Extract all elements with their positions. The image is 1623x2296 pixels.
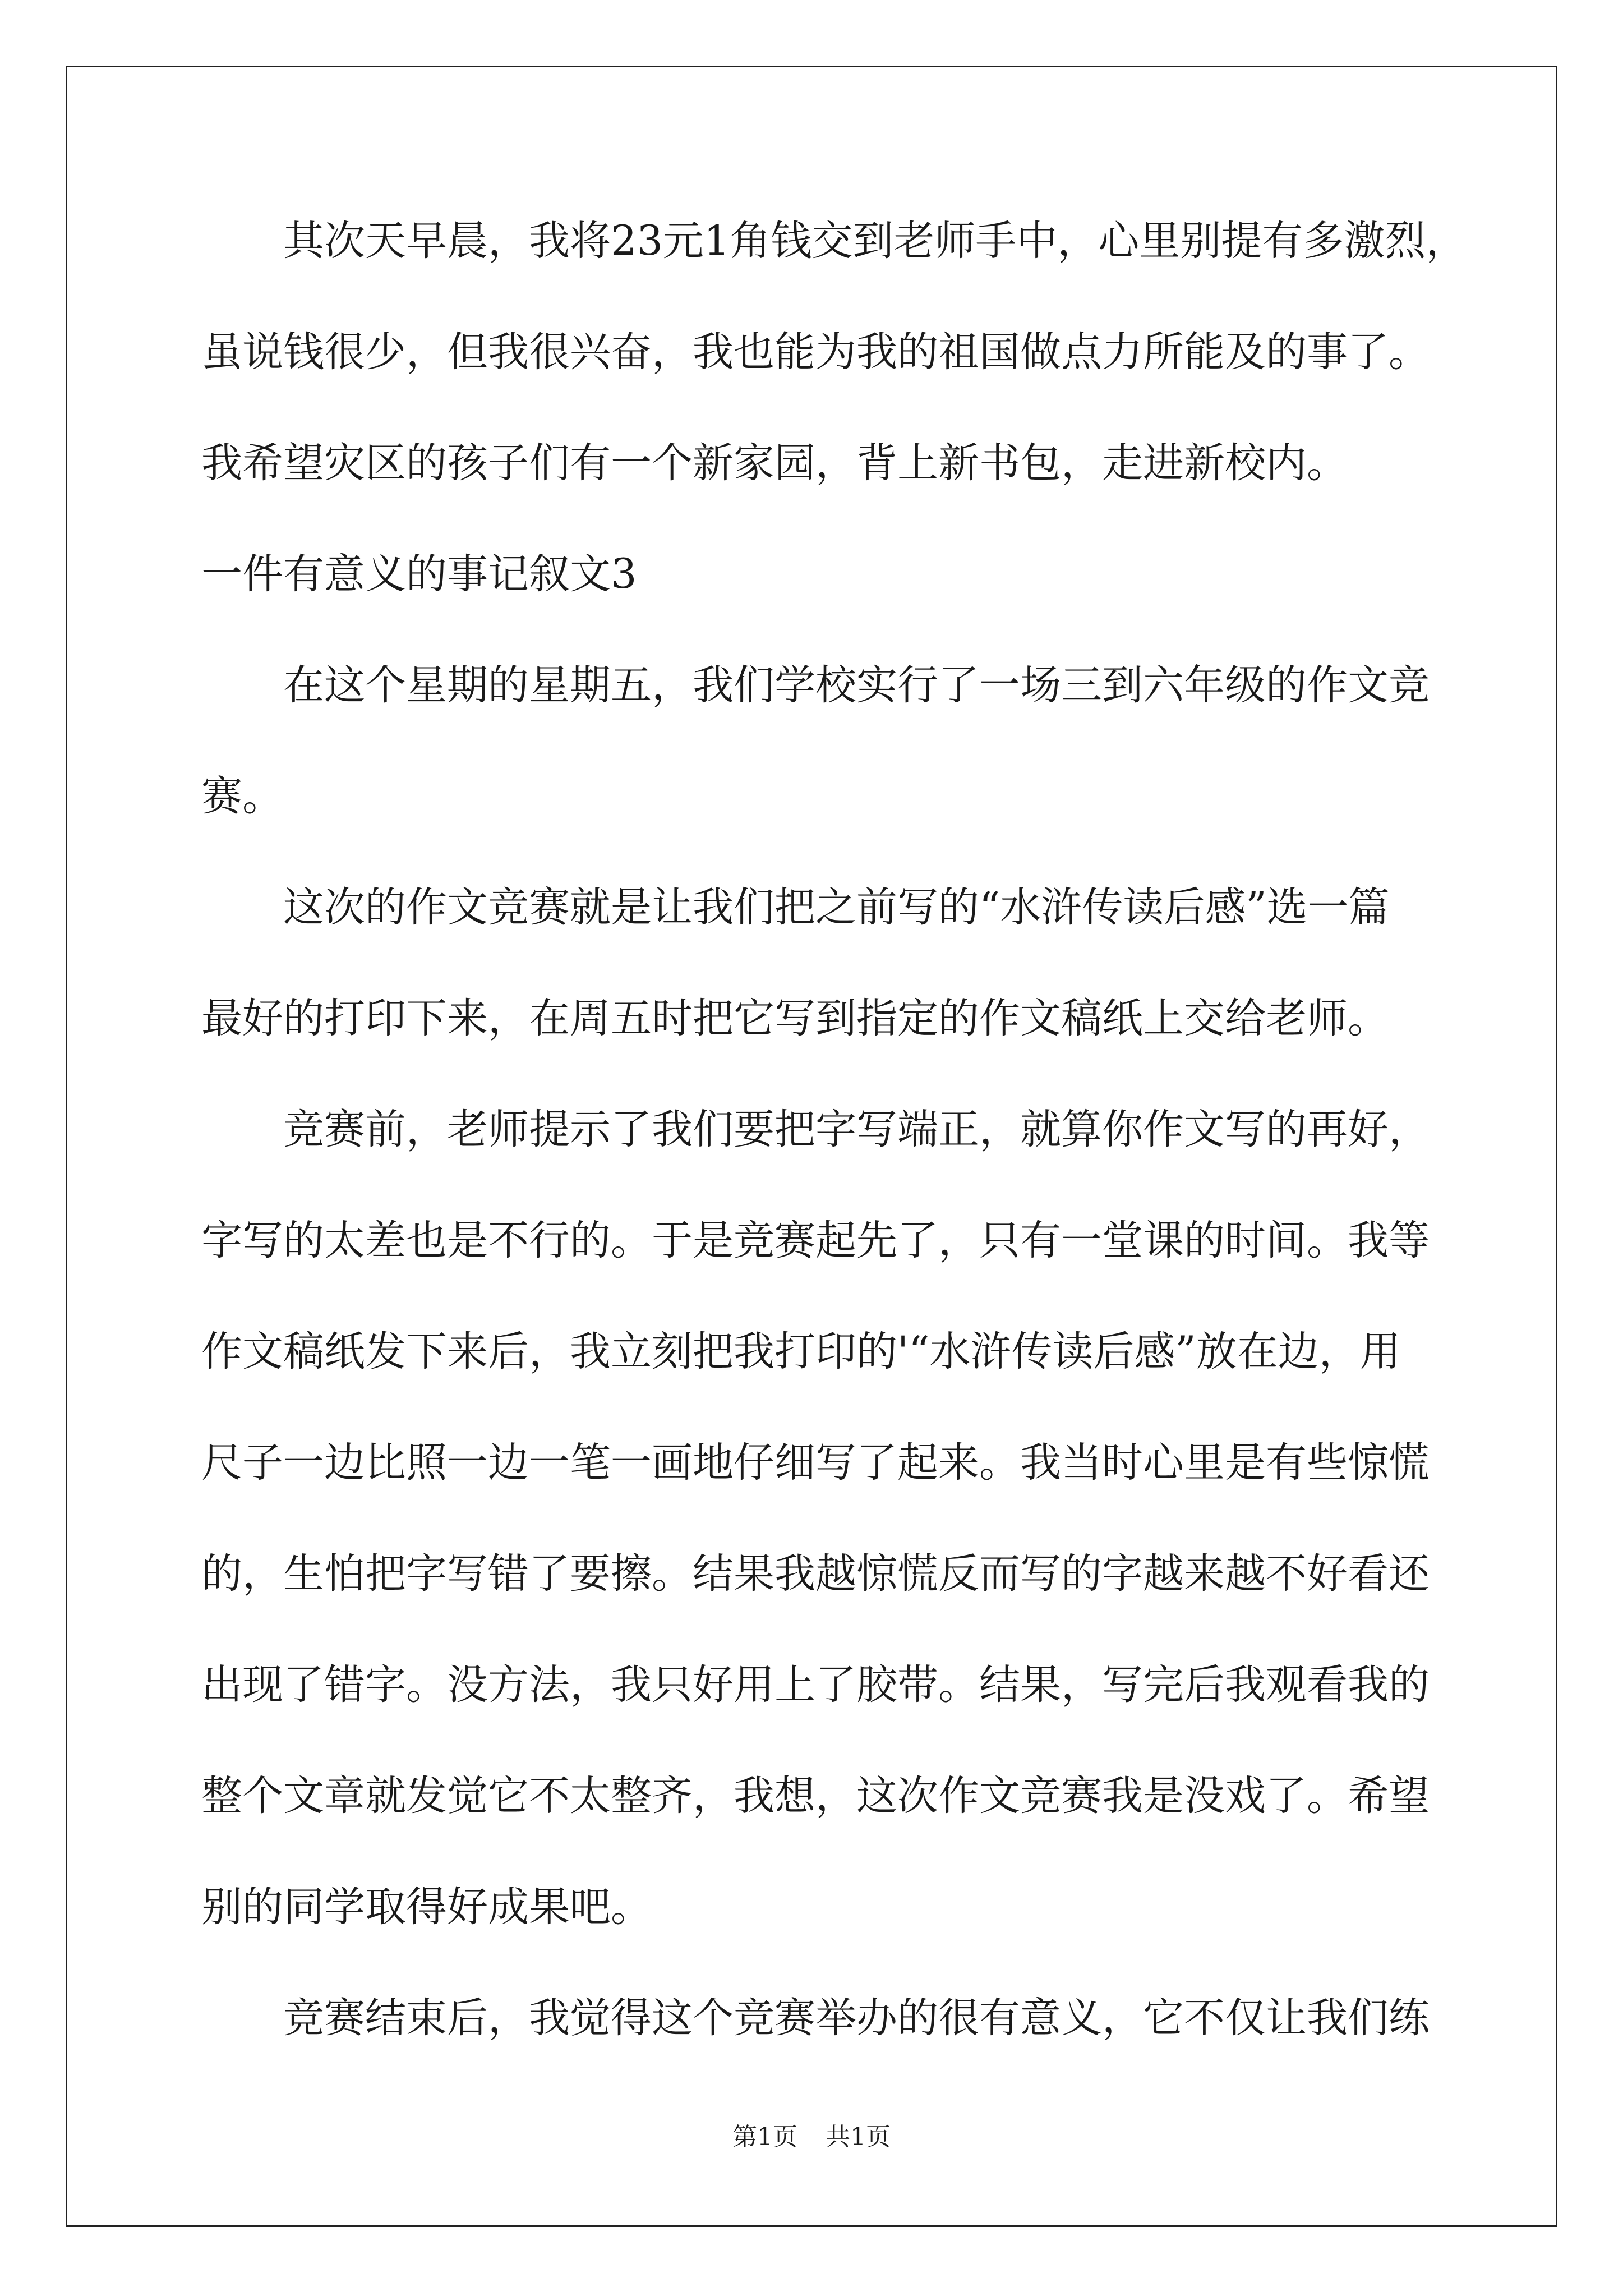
text-line: 我希望灾区的孩子们有一个新家园，背上新书包，走进新校内。 bbox=[201, 439, 1348, 487]
page-number-total: 共1页 bbox=[826, 2123, 891, 2151]
text-line: 其次天早晨，我将23元1角钱交到老师手中，心里别提有多激烈， bbox=[283, 217, 1467, 265]
text-line: 虽说钱很少，但我很兴奋，我也能为我的祖国做点力所能及的事了。 bbox=[201, 328, 1430, 376]
section-heading: 一件有意义的事记叙文3 bbox=[201, 550, 637, 598]
text-line: 赛。 bbox=[201, 772, 283, 820]
text-line: 的，生怕把字写错了要擦。结果我越惊慌反而写的字越来越不好看还 bbox=[201, 1550, 1430, 1598]
page-number-current: 第1页 bbox=[732, 2123, 797, 2151]
text-line: 整个文章就发觉它不太整齐，我想，这次作文竞赛我是没戏了。希望 bbox=[201, 1772, 1430, 1820]
text-line: 竞赛结束后，我觉得这个竞赛举办的很有意义，它不仅让我们练 bbox=[283, 1994, 1430, 2042]
page-footer bbox=[0, 2120, 1623, 2154]
text-line: 在这个星期的星期五，我们学校实行了一场三到六年级的作文竞 bbox=[283, 661, 1430, 709]
text-line: 最好的打印下来，在周五时把它写到指定的作文稿纸上交给老师。 bbox=[201, 995, 1389, 1042]
text-line: 出现了错字。没方法，我只好用上了胶带。结果，写完后我观看我的 bbox=[201, 1661, 1430, 1709]
text-line: 竞赛前，老师提示了我们要把字写端正，就算你作文写的再好， bbox=[283, 1106, 1430, 1153]
text-line: 这次的作文竞赛就是让我们把之前写的“水浒传读后感”选一篇 bbox=[283, 884, 1390, 931]
text-line: 字写的太差也是不行的。于是竞赛起先了，只有一堂课的时间。我等 bbox=[201, 1217, 1430, 1264]
text-line: 尺子一边比照一边一笔一画地仔细写了起来。我当时心里是有些惊慌 bbox=[201, 1439, 1430, 1487]
text-line: 作文稿纸发下来后，我立刻把我打印的'“水浒传读后感”放在边，用 bbox=[201, 1328, 1401, 1375]
text-line: 别的同学取得好成果吧。 bbox=[201, 1883, 652, 1931]
